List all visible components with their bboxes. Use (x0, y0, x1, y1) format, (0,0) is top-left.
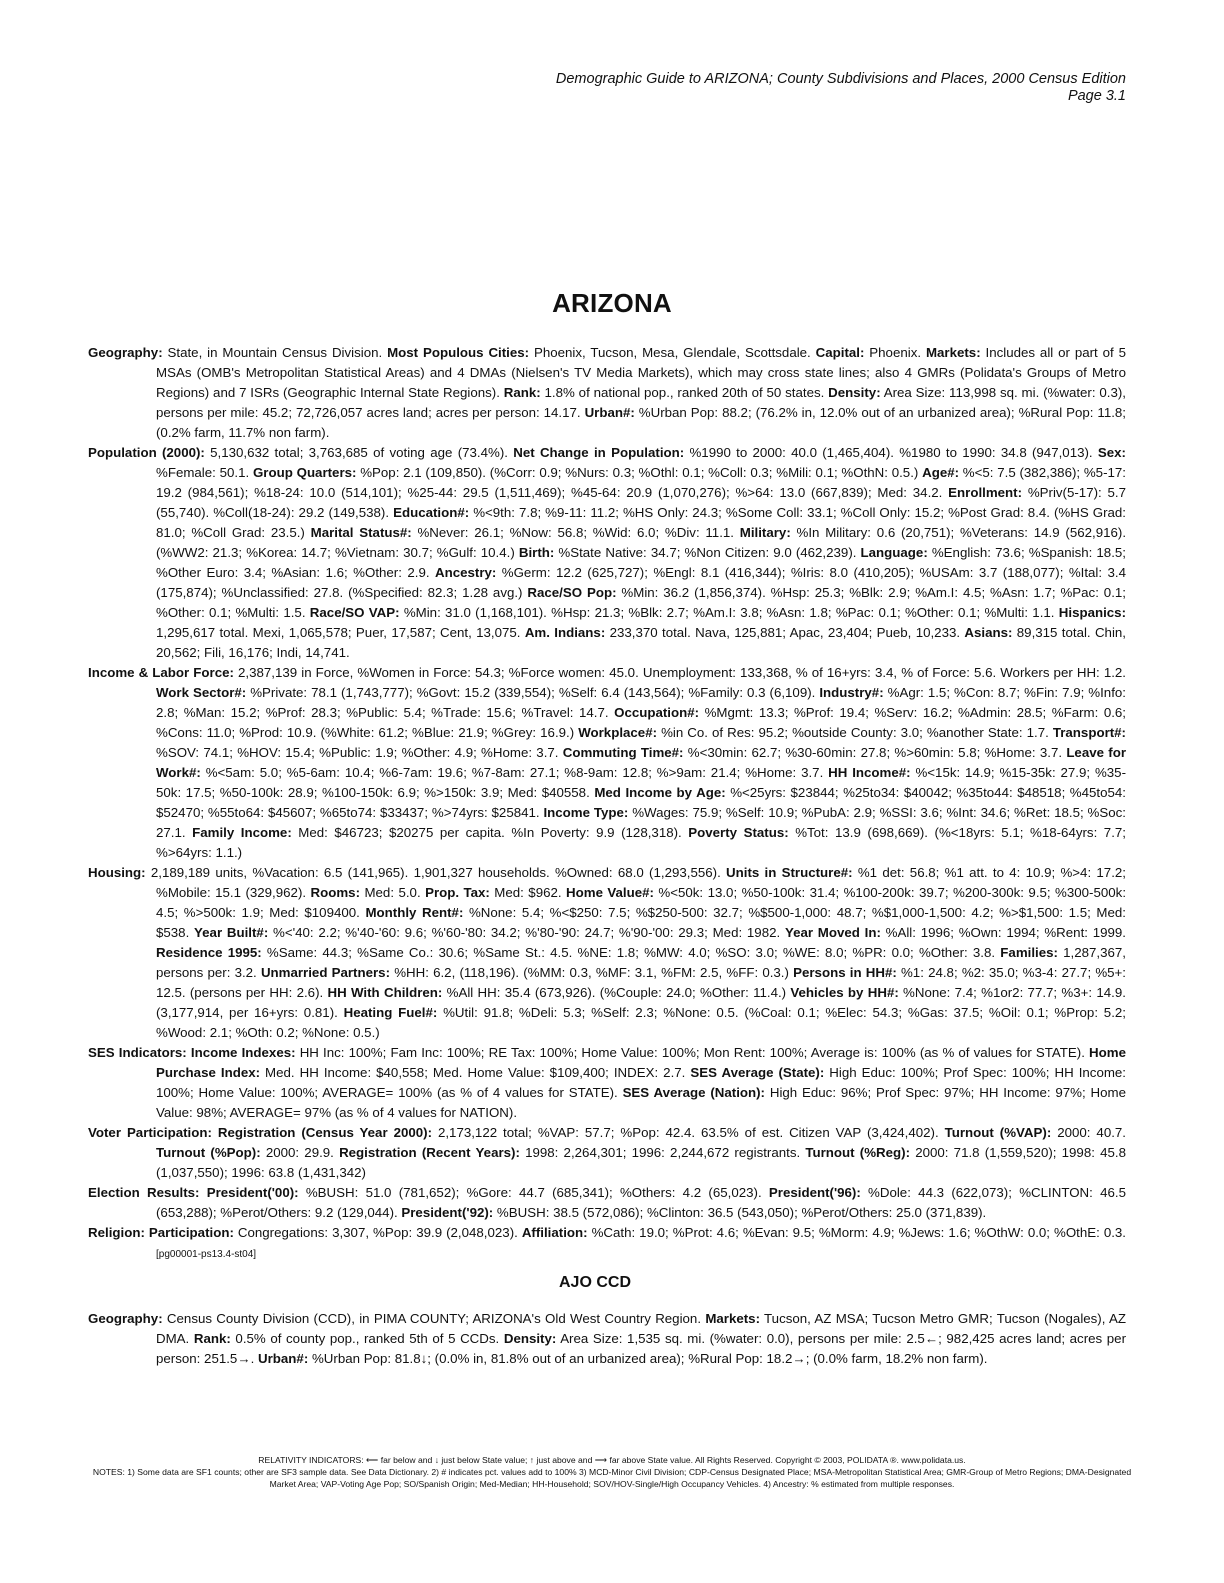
field-label: Turnout (%Pop): (156, 1145, 261, 1160)
field-label: Rank: (193, 1331, 231, 1346)
field-label: Income Type: (543, 805, 629, 820)
field-label: Monthly Rent#: (365, 905, 464, 920)
section-ses-indicators (88, 1043, 1126, 1123)
section-label: SES Indicators: (88, 1045, 187, 1060)
field-label: SES Average (Nation): (622, 1085, 765, 1100)
section-label: Voter Participation: (88, 1125, 212, 1140)
field-label: Income Indexes: (190, 1045, 296, 1060)
field-label: Vehicles by HH#: (790, 985, 899, 1000)
field-value: Phoenix, Tucson, Mesa, Glendale, Scottsdale. (529, 345, 816, 360)
field-label: Most Populous Cities: (387, 345, 530, 360)
field-value: %Agr: 1.5; %Con: 8.7; %Fin: 7.9; %Info: 2.8; %Man: 15.2; %Prof: 28.3; %Public: 5.4; %Trade: 15.6; %Travel: 14.7. (156, 685, 1126, 720)
field-label: Participation: (148, 1225, 234, 1240)
field-value: %All: 1996; %Own: 1994; %Rent: 1999. (880, 925, 1126, 940)
field-value: %Mgmt: 13.3; %Prof: 19.4; %Serv: 16.2; %Admin: 28.5; %Farm: 0.6; %Cons: 11.0; %Prod: 10.9. (%White: 61.2; %Blue: 21.9; %Grey: 16.9.) (156, 705, 1126, 740)
field-value: %<25yrs: $23844; %25to34: $40042; %35to44: $48518; %45to54: $52470; %55to64: $45607; %65to74: $33437; %>74yrs: $25841. (156, 785, 1126, 820)
header-page-number: Page 3.1 (1067, 88, 1126, 104)
field-label: Net Change in Population: (513, 445, 685, 460)
field-label: SES Average (State): (690, 1065, 825, 1080)
field-value: Phoenix. (864, 345, 926, 360)
section-geography (88, 1309, 1126, 1369)
field-label: Hispanics: (1058, 605, 1127, 620)
section-income-labor-force (88, 663, 1126, 863)
section-label: Income & Labor Force: (88, 665, 234, 680)
field-label: Race/SO VAP: (309, 605, 400, 620)
section-population-2000 (88, 443, 1126, 663)
page-tag: [pg00001-ps13.4-st04] (156, 1249, 257, 1260)
field-value: %Never: 26.1; %Now: 56.8; %Wid: 6.0; %Div: 11.1. (411, 525, 740, 540)
field-label: Turnout (%VAP): (944, 1125, 1052, 1140)
field-label: Families: (1000, 945, 1058, 960)
field-label: Language: (860, 545, 928, 560)
field-value: %Pop: 2.1 (109,850). (%Corr: 0.9; %Nurs: 0.3; %Othl: 0.1; %Coll: 0.3; %Mili: 0.1; %OthN: 0.5.) (356, 465, 923, 480)
ccd-profile (88, 1309, 1126, 1369)
field-value: Census County Division (CCD), in PIMA COUNTY; ARIZONA's Old West Country Region. (166, 1311, 706, 1326)
field-value: 2,173,122 total; %VAP: 57.7; %Pop: 42.4. 63.5% of est. Citizen VAP (3,424,402). (432, 1125, 945, 1140)
field-value: %<50k: 13.0; %50-100k: 31.4; %100-200k: 39.7; %200-300k: 9.5; %300-500k: 4.5; %>500k: 1.9; Med: $109400. (156, 885, 1127, 920)
field-value: Med: $46723; $20275 per capita. %In Poverty: 9.9 (128,318). (291, 825, 689, 840)
field-value: %In Military: 0.6 (20,751); %Veterans: 14.9 (562,916). (%WW2: 21.3; %Korea: 14.7; %Vietnam: 30.7; %Gulf: 10.4.) (156, 525, 1127, 560)
field-label: HH With Children: (327, 985, 443, 1000)
field-label: Family Income: (192, 825, 292, 840)
field-value: 2,387,139 in Force, %Women in Force: 54.3; %Force women: 45.0. Unemployment: 133,368, % of 16+yrs: 3.4, % of Force: 5.6. Workers per HH: 1.2. (238, 665, 1126, 680)
field-label: Persons in HH#: (793, 965, 897, 980)
section-religion (88, 1223, 1126, 1265)
field-label: Industry#: (819, 685, 884, 700)
field-label: Home Value#: (566, 885, 654, 900)
section-label: Housing: (88, 865, 146, 880)
field-label: Turnout (%Reg): (805, 1145, 911, 1160)
field-value: Med: $962. (489, 885, 567, 900)
field-label: Markets: (925, 345, 981, 360)
section-label: Geography: (88, 345, 163, 360)
field-value: %Min: 31.0 (1,168,101). %Hsp: 21.3; %Blk: 2.7; %Am.I: 3.8; %Asn: 1.8; %Pac: 0.1; %Other: 0.1; %Multi: 1.1. (399, 605, 1059, 620)
field-label: Density: (828, 385, 881, 400)
page-header (556, 71, 1126, 105)
field-value: %<5am: 5.0; %5-6am: 10.4; %6-7am: 19.6; %7-8am: 27.1; %8-9am: 12.8; %>9am: 21.4; %Home: 3.7. (200, 765, 829, 780)
field-label: HH Income#: (828, 765, 911, 780)
field-label: Year Moved In: (784, 925, 881, 940)
field-value: %<15k: 14.9; %15-35k: 27.9; %35-50k: 17.5; %50-100k: 28.9; %100-150k: 6.9; %>150k: 3.9; Med: $40558. (156, 765, 1126, 800)
field-value: Med: 5.0. (360, 885, 426, 900)
state-profile (88, 343, 1126, 1265)
field-value: HH Inc: 100%; Fam Inc: 100%; RE Tax: 100%; Home Value: 100%; Mon Rent: 100%; Average is: 100% (as % of values for STATE). (295, 1045, 1090, 1060)
relativity-indicators-note: RELATIVITY INDICATORS: ⟵ far below and ↓ just below State value; ↑ just above and ⟶ far above State value. All Rights Reserved. Copyright © 2003, POLIDATA ®. www.polidata.us. (258, 1455, 966, 1465)
field-value: %Priv(5-17): 5.7 (55,740). %Coll(18-24): 29.2 (149,538). (156, 485, 1126, 520)
field-value: %1: 24.8; %2: 35.0; %3-4: 27.7; %5+: 12.5. (persons per HH: 2.6). (156, 965, 1126, 1000)
field-value: High Educ: 96%; Prof Spec: 97%; HH Income: 97%; Home Value: 98%; AVERAGE= 97% (as % of 4 values for NATION). (156, 1085, 1127, 1120)
field-value: %SOV: 74.1; %HOV: 15.4; %Public: 1.9; %Other: 4.9; %Home: 3.7. (156, 745, 563, 760)
field-value: 5,130,632 total; 3,763,685 of voting age (73.4%). (210, 445, 514, 460)
field-label: Marital Status#: (310, 525, 412, 540)
field-label: Unmarried Partners: (260, 965, 391, 980)
field-label: Poverty Status: (688, 825, 789, 840)
field-label: Enrollment: (948, 485, 1023, 500)
field-value: 1,287,367, persons per: 3.2. (156, 945, 1126, 980)
section-label: Religion: (88, 1225, 145, 1240)
field-value: High Educ: 100%; Prof Spec: 100%; HH Income: 100%; Home Value: 100%; AVERAGE= 100% (as % of 4 values for STATE). (156, 1065, 1127, 1100)
field-label: President('96): (768, 1185, 861, 1200)
field-value: %All HH: 35.4 (673,926). (%Couple: 24.0; %Other: 11.4.) (442, 985, 791, 1000)
field-value: %Private: 78.1 (1,743,777); %Govt: 15.2 (339,554); %Self: 6.4 (143,564); %Family: 0.3 (6,109). (246, 685, 820, 700)
field-label: Units in Structure#: (726, 865, 853, 880)
field-label: Residence 1995: (156, 945, 262, 960)
field-value: Area Size: 1,535 sq. mi. (%water: 0.0), persons per mile: 2.5←; 982,425 acres land; acres per person: 251.5→. (156, 1331, 1126, 1366)
field-value: %Female: 50.1. (156, 465, 253, 480)
field-label: Capital: (815, 345, 865, 360)
field-value: %Dole: 44.3 (622,073); %CLINTON: 46.5 (653,288); %Perot/Others: 9.2 (129,044). (156, 1185, 1126, 1220)
field-label: Prop. Tax: (425, 885, 490, 900)
page-title: ARIZONA (552, 288, 672, 318)
field-value: 233,370 total. Nava, 125,881; Apac, 23,404; Pueb, 10,233. (605, 625, 965, 640)
section-voter-participation (88, 1123, 1126, 1183)
field-value: Congregations: 3,307, %Pop: 39.9 (2,048,023). (233, 1225, 522, 1240)
field-value: %BUSH: 38.5 (572,086); %Clinton: 36.5 (543,050); %Perot/Others: 25.0 (371,839). (493, 1205, 987, 1220)
field-value: %Germ: 12.2 (625,727); %Engl: 8.1 (416,344); %Iris: 8.0 (410,205); %USAm: 3.7 (188,077); %Ital: 3.4 (175,874); %Unclassified: 27.8. (%Specified: 82.3; 1.28 avg.) (156, 565, 1126, 600)
field-label: President('00): (206, 1185, 299, 1200)
field-label: Group Quarters: (252, 465, 357, 480)
field-label: Asians: (964, 625, 1013, 640)
field-value: %HH: 6.2, (118,196). (%MM: 0.3, %MF: 3.1, %FM: 2.5, %FF: 0.3.) (390, 965, 794, 980)
field-value: %State Native: 34.7; %Non Citizen: 9.0 (462,239). (554, 545, 861, 560)
field-label: Heating Fuel#: (343, 1005, 438, 1020)
field-value: %Urban Pop: 88.2; (76.2% in, 12.0% out of an urbanized area); %Rural Pop: 11.8; (0.2% farm, 11.7% non farm). (156, 405, 1127, 440)
field-value: Includes all or part of 5 MSAs (OMB's Metropolitan Statistical Areas) and 4 DMAs (Nielsen's TV Media Markets), which may cross state lines; also 4 GMRs (Polidata's Groups of Metro Regions) and 7 ISRs (Geographic Internal State Regions). (156, 345, 1126, 400)
field-value: %English: 73.6; %Spanish: 18.5; %Other Euro: 3.4; %Asian: 1.6; %Other: 2.9. (156, 545, 1126, 580)
field-value: %1990 to 2000: 40.0 (1,465,404). %1980 to 1990: 34.8 (947,013). (684, 445, 1098, 460)
field-label: Am. Indians: (524, 625, 606, 640)
field-value: %<'40: 2.2; %'40-'60: 9.6; %'60-'80: 34.2; %'80-'90: 24.7; %'90-'00: 29.3; Med: 1982. (268, 925, 785, 940)
field-value: 89,315 total. Chin, 20,562; Fili, 16,176; Indi, 14,741. (156, 625, 1126, 660)
field-label: Leave for Work#: (156, 745, 1127, 780)
section-label: Election Results: (88, 1185, 200, 1200)
field-value: %in Co. of Res: 95.2; %outside County: 3.0; %another State: 1.7. (657, 725, 1053, 740)
field-label: President('92): (401, 1205, 494, 1220)
field-label: Race/SO Pop: (527, 585, 617, 600)
field-label: Commuting Time#: (562, 745, 684, 760)
field-value: 2000: 29.9. (260, 1145, 340, 1160)
field-value: %Urban Pop: 81.8↓; (0.0% in, 81.8% out of an urbanized area); %Rural Pop: 18.2→; (0.0% farm, 18.2% non farm). (308, 1351, 988, 1366)
field-label: Markets: (705, 1311, 760, 1326)
section-housing (88, 863, 1126, 1043)
field-label: Transport#: (1052, 725, 1126, 740)
field-label: Occupation#: (614, 705, 700, 720)
field-value: %Wages: 75.9; %Self: 10.9; %PubA: 2.9; %SSI: 3.6; %Int: 34.6; %Ret: 18.5; %Soc: 27.1. (156, 805, 1126, 840)
header-title: Demographic Guide to ARIZONA; County Subdivisions and Places, 2000 Census Edition (555, 71, 1126, 87)
field-label: Home Purchase Index: (156, 1045, 1126, 1080)
field-value: 2,189,189 units, %Vacation: 6.5 (141,965). 1,901,327 households. %Owned: 68.0 (1,293,556). (150, 865, 727, 880)
field-value: 0.5% of county pop., ranked 5th of 5 CCDs. (230, 1331, 504, 1346)
field-value: 2000: 40.7. (1051, 1125, 1126, 1140)
section-label: Population (2000): (88, 445, 205, 460)
page-footer (92, 1454, 1132, 1490)
field-value: %Same: 44.3; %Same Co.: 30.6; %Same St.: 4.5. %NE: 1.8; %MW: 4.0; %SO: 3.0; %WE: 8.0; %PR: 0.0; %Other: 3.8. (261, 945, 1001, 960)
field-label: Affiliation: (521, 1225, 588, 1240)
field-value: State, in Mountain Census Division. (167, 345, 388, 360)
field-value: %Tot: 13.9 (698,669). (%<18yrs: 5.1; %18-64yrs: 7.7; %>64yrs: 1.1.) (156, 825, 1126, 860)
field-value: 1998: 2,264,301; 1996: 2,244,672 registrants. (519, 1145, 806, 1160)
field-label: Year Built#: (194, 925, 269, 940)
section-election-results (88, 1183, 1126, 1223)
field-value: %Util: 91.8; %Deli: 5.3; %Self: 2.3; %None: 0.5. (%Coal: 0.1; %Elec: 54.3; %Gas: 37.5; %Oil: 0.1; %Prop: 5.2; %Wood: 2.1; %Oth: 0.2; %None: 0.5.) (156, 1005, 1126, 1040)
field-label: Registration (Census Year 2000): (217, 1125, 433, 1140)
field-value: %Min: 36.2 (1,856,374). %Hsp: 25.3; %Blk: 2.9; %Am.I: 4.5; %Asn: 1.7; %Pac: 0.1; %Other: 0.1; %Multi: 1.5. (156, 585, 1126, 620)
field-label: Density: (503, 1331, 557, 1346)
field-label: Birth: (518, 545, 555, 560)
field-value: %Cath: 19.0; %Prot: 4.6; %Evan: 9.5; %Morm: 4.9; %Jews: 1.6; %OthW: 0.0; %OthE: 0.3. (587, 1225, 1126, 1240)
field-value: 2000: 71.8 (1,559,520); 1998: 45.8 (1,037,550); 1996: 63.8 (1,431,342) (156, 1145, 1126, 1180)
field-label: Work Sector#: (156, 685, 247, 700)
field-value: Area Size: 113,998 sq. mi. (%water: 0.3), persons per mile: 45.2; 72,726,057 acres land; acres per person: 14.17. (156, 385, 1126, 420)
field-value: Tucson, AZ MSA; Tucson Metro GMR; Tucson (Nogales), AZ DMA. (156, 1311, 1126, 1346)
notes: NOTES: 1) Some data are SF1 counts; other are SF3 sample data. See Data Dictionary. 2) # indicates pct. values add to 100% 3) MCD-Minor Civil Division; CDP-Census Designated Place; MSA-Metropolitan Statistical Area; GMR-Group of Metro Regions; DMA-Designated Market Area; VAP-Voting Age Pop; SO/Spanish Origin; Med-Median; HH-Household; SOV/HOV-Single/High Occupancy Vehicles. 4) Ancestry: % estimated from multiple responses. (92, 1467, 1132, 1489)
field-label: Military: (739, 525, 791, 540)
field-value: 1.8% of national pop., ranked 20th of 50 states. (540, 385, 829, 400)
section-label: Geography: (88, 1311, 163, 1326)
field-label: Sex: (1097, 445, 1126, 460)
section-geography (88, 343, 1126, 443)
field-label: Urban#: (584, 405, 635, 420)
field-label: Rank: (503, 385, 541, 400)
field-value: %<9th: 7.8; %9-11: 11.2; %HS Only: 24.3; %Some Coll: 33.1; %Coll Only: 15.2; %Post Grad: 8.4. (%HS Grad: 81.0; %Coll Grad: 23.5.) (156, 505, 1126, 540)
field-label: Ancestry: (434, 565, 497, 580)
field-value: %<30min: 62.7; %30-60min: 27.8; %>60min: 5.8; %Home: 3.7. (683, 745, 1067, 760)
field-label: Age#: (922, 465, 960, 480)
section-subtitle: AJO CCD (558, 1274, 631, 1291)
field-value: %BUSH: 51.0 (781,652); %Gore: 44.7 (685,341); %Others: 4.2 (65,023). (298, 1185, 769, 1200)
field-value: %None: 7.4; %1or2: 77.7; %3+: 14.9. (3,177,914, per 16+yrs: 0.81). (156, 985, 1126, 1020)
main-content (88, 343, 1126, 1369)
field-label: Workplace#: (578, 725, 658, 740)
field-label: Med Income by Age: (594, 785, 726, 800)
field-value: Med. HH Income: $40,558; Med. Home Value: $109,400; INDEX: 2.7. (260, 1065, 691, 1080)
field-value: %<5: 7.5 (382,386); %5-17: 19.2 (984,561); %18-24: 10.0 (514,101); %25-44: 29.5 (1,511,469); %45-64: 20.9 (1,070,276); %>64: 13.0 (667,839); Med: 34.2. (156, 465, 1126, 500)
field-label: Urban#: (258, 1351, 309, 1366)
field-label: Rooms: (310, 885, 361, 900)
field-value: %1 det: 56.8; %1 att. to 4: 10.9; %>4: 17.2; %Mobile: 15.1 (329,962). (156, 865, 1126, 900)
field-label: Education#: (393, 505, 470, 520)
field-label: Registration (Recent Years): (339, 1145, 520, 1160)
field-value: 1,295,617 total. Mexi, 1,065,578; Puer, 17,587; Cent, 13,075. (156, 625, 525, 640)
field-value: %None: 5.4; %<$250: 7.5; %$250-500: 32.7; %$500-1,000: 48.7; %$1,000-1,500: 4.2; %>$1,500: 1.5; Med: $538. (156, 905, 1126, 940)
